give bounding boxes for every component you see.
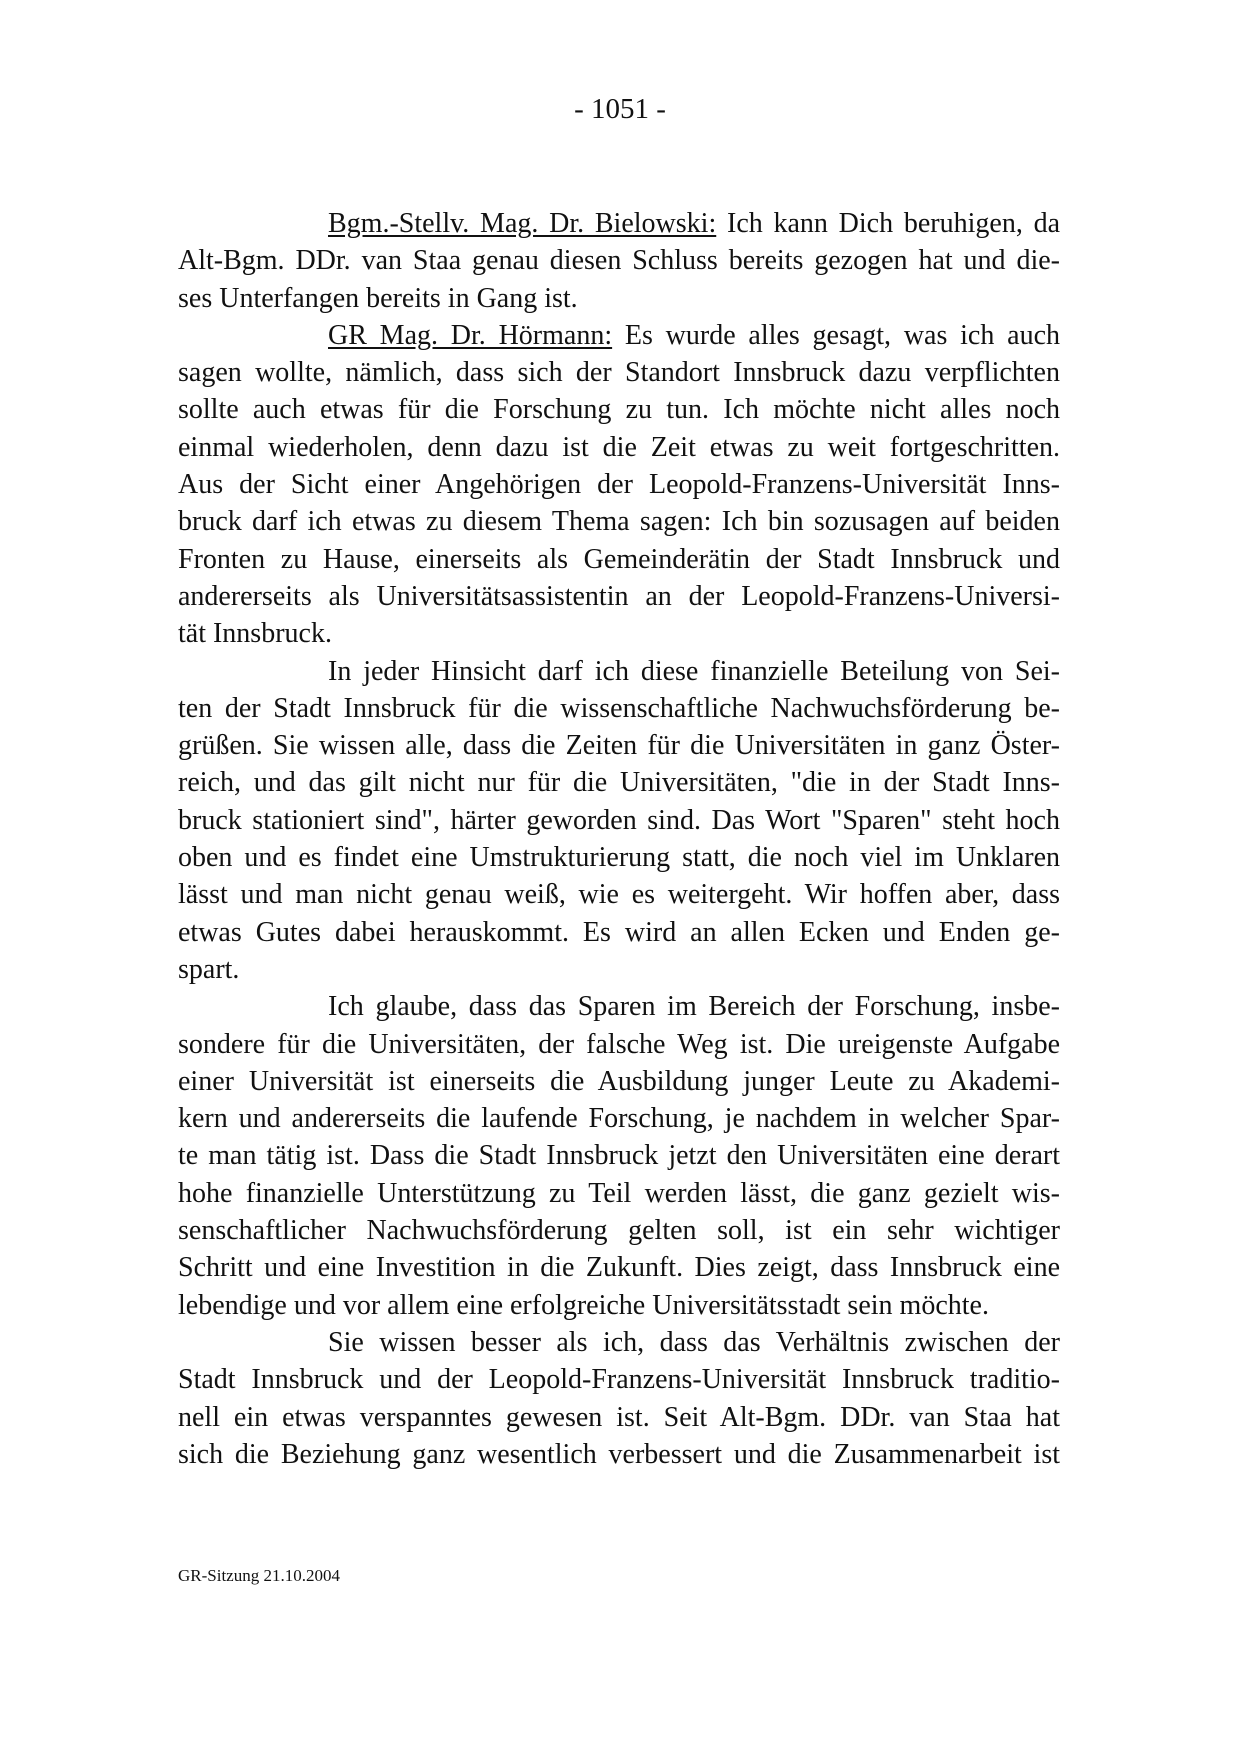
- speaker-name: Bgm.-Stellv. Mag. Dr. Bielowski:: [328, 208, 717, 239]
- text-line: te man tätig ist. Dass die Stadt Innsbruck jetzt den Universitäten eine derart: [178, 1140, 1060, 1172]
- paragraph-hoermann: [178, 317, 1060, 653]
- text-line: senschaftlicher Nachwuchsförderung gelten soll, ist ein sehr wichtiger: [178, 1215, 1060, 1247]
- text-line: andererseits als Universitätsassistentin an der Leopold-Franzens-Universi-: [178, 580, 1060, 612]
- text-line: nell ein etwas verspanntes gewesen ist. Seit Alt-Bgm. DDr. van Staa hat: [178, 1401, 1060, 1433]
- text-line: [178, 317, 1060, 354]
- text-line: reich, und das gilt nicht nur für die Universitäten, "die in der Stadt Inns-: [178, 767, 1060, 799]
- text-line: einmal wiederholen, denn dazu ist die Zeit etwas zu weit fortgeschritten.: [178, 431, 1060, 463]
- text-line: sich die Beziehung ganz wesentlich verbessert und die Zusammenarbeit ist: [178, 1438, 1060, 1470]
- footer-session-date: GR-Sitzung 21.10.2004: [178, 1566, 340, 1585]
- text-line: oben und es findet eine Umstrukturierung statt, die noch viel im Unklaren: [178, 842, 1060, 874]
- text-line: kern und andererseits die laufende Forschung, je nachdem in welcher Spar-: [178, 1103, 1060, 1135]
- text-line: hohe finanzielle Unterstützung zu Teil werden lässt, die ganz gezielt wis-: [178, 1177, 1060, 1209]
- text-line: Sie wissen besser als ich, dass das Verhältnis zwischen der: [328, 1326, 1060, 1358]
- page-number: - 1051 -: [574, 93, 666, 125]
- text-line: lässt und man nicht genau weiß, wie es weitergeht. Wir hoffen aber, dass: [178, 879, 1060, 911]
- text-line: bruck darf ich etwas zu diesem Thema sagen: Ich bin sozusagen auf beiden: [178, 506, 1060, 538]
- text-line: Stadt Innsbruck und der Leopold-Franzens-Universität Innsbruck traditio-: [178, 1364, 1060, 1396]
- text-line: Ich glaube, dass das Sparen im Bereich der Forschung, insbe-: [328, 991, 1060, 1023]
- text-line: sagen wollte, nämlich, dass sich der Standort Innsbruck dazu verpflichten: [178, 357, 1060, 389]
- text-line: sollte auch etwas für die Forschung zu tun. Ich möchte nicht alles noch: [178, 394, 1060, 426]
- text-line: bruck stationiert sind", härter geworden sind. Das Wort "Sparen" steht hoch: [178, 804, 1060, 836]
- text-line: lebendige und vor allem eine erfolgreiche Universitätsstadt sein möchte.: [178, 1289, 989, 1321]
- paragraph-beteilung: [178, 653, 1060, 989]
- text-line: etwas Gutes dabei herauskommt. Es wird an allen Ecken und Enden ge-: [178, 916, 1060, 948]
- text-line: Alt-Bgm. DDr. van Staa genau diesen Schluss bereits gezogen hat und die-: [178, 245, 1060, 277]
- line-text: Es wurde alles gesagt, was ich auch: [612, 319, 1060, 351]
- text-line: einer Universität ist einerseits die Ausbildung junger Leute zu Akademi-: [178, 1065, 1060, 1097]
- text-line: Aus der Sicht einer Angehörigen der Leopold-Franzens-Universität Inns-: [178, 469, 1060, 501]
- text-line: ten der Stadt Innsbruck für die wissenschaftliche Nachwuchsförderung be-: [178, 692, 1060, 724]
- text-line: grüßen. Sie wissen alle, dass die Zeiten für die Universitäten in ganz Öster-: [178, 730, 1060, 762]
- text-line: ses Unterfangen bereits in Gang ist.: [178, 282, 578, 314]
- body-text: [178, 205, 1060, 1473]
- line-text: Ich kann Dich beruhigen, da: [716, 208, 1060, 239]
- text-line: tät Innsbruck.: [178, 618, 332, 650]
- text-line: Schritt und eine Investition in die Zukunft. Dies zeigt, dass Innsbruck eine: [178, 1252, 1060, 1284]
- paragraph-bielowski: [178, 205, 1060, 317]
- text-line: sondere für die Universitäten, der falsche Weg ist. Die ureigenste Aufgabe: [178, 1028, 1060, 1060]
- text-line: spart.: [178, 953, 240, 985]
- text-line: Fronten zu Hause, einerseits als Gemeinderätin der Stadt Innsbruck und: [178, 543, 1060, 575]
- text-line: In jeder Hinsicht darf ich diese finanzielle Beteilung von Sei-: [328, 655, 1060, 687]
- paragraph-sparen: [178, 988, 1060, 1324]
- speaker-name: GR Mag. Dr. Hörmann:: [328, 319, 613, 351]
- paragraph-verhaeltnis: [178, 1324, 1060, 1473]
- text-line: [178, 205, 1060, 242]
